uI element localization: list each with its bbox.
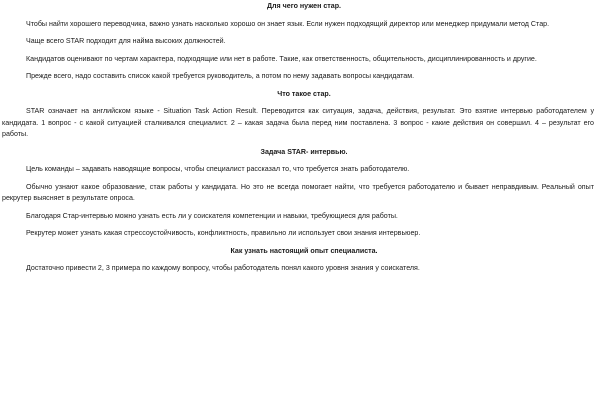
section-heading: Как узнать настоящий опыт специалиста.: [230, 246, 378, 255]
section-why-star: [2, 1, 594, 83]
section-star-interview-task: [2, 147, 594, 240]
paragraph: Рекрутер может узнать какая стрессоустойчивость, конфликтность, правильно ли использует свои знания интервьюер.: [26, 229, 421, 237]
paragraph: Чаще всего STAR подходит для найма высоких должностей.: [26, 37, 226, 45]
paragraph: Благодаря Стар-интервью можно узнать есть ли у соискателя компетенции и навыки, требующиеся для работы.: [26, 211, 398, 220]
paragraph: Цель команды – задавать наводящие вопросы, чтобы специалист рассказал то, что требуется знать работодателю.: [26, 165, 410, 173]
section-real-experience: [2, 246, 594, 275]
section-heading: Для чего нужен стар.: [266, 2, 342, 10]
paragraph: Кандидатов оценивают по чертам характера, подходящие или нет в работе. Такие, как ответственность, общительность, дисциплинированность и другие.: [26, 54, 537, 63]
paragraph: Обычно узнают какое образование, стаж работы у кандидата. Но это не всегда помогает найти, что требуется работодателю и бывает неправдивым. Реальный опыт рекрутер выясняет в результате опроса.: [2, 182, 594, 202]
section-what-is-star: [2, 89, 594, 141]
section-heading: Что такое стар.: [277, 89, 331, 98]
section-heading: Задача STAR- интервью.: [260, 147, 348, 156]
paragraph: STAR означает на английском языке - Situation Task Action Result. Переводится как ситуация, задача, действия, результат. Это взятие интервью работодателем у кандидата. 1 вопрос - с какой ситуацией сталкивался специалист. 2 – какая задача была перед ним поставлена. 3 вопрос - какие действия он совершил. 4 – результат его работы.: [2, 107, 594, 138]
paragraph: Прежде всего, надо составить список какой требуется руководитель, а потом по нему задавать вопросы кандидатам.: [26, 72, 415, 80]
paragraph: Чтобы найти хорошего переводчика, важно узнать насколько хорошо он знает язык. Если нужен подходящий директор или менеджер придумали метод Стар.: [26, 19, 550, 28]
paragraph: Достаточно привести 2, 3 примера по каждому вопросу, чтобы работодатель понял какого уровня знания у соискателя.: [26, 264, 420, 272]
